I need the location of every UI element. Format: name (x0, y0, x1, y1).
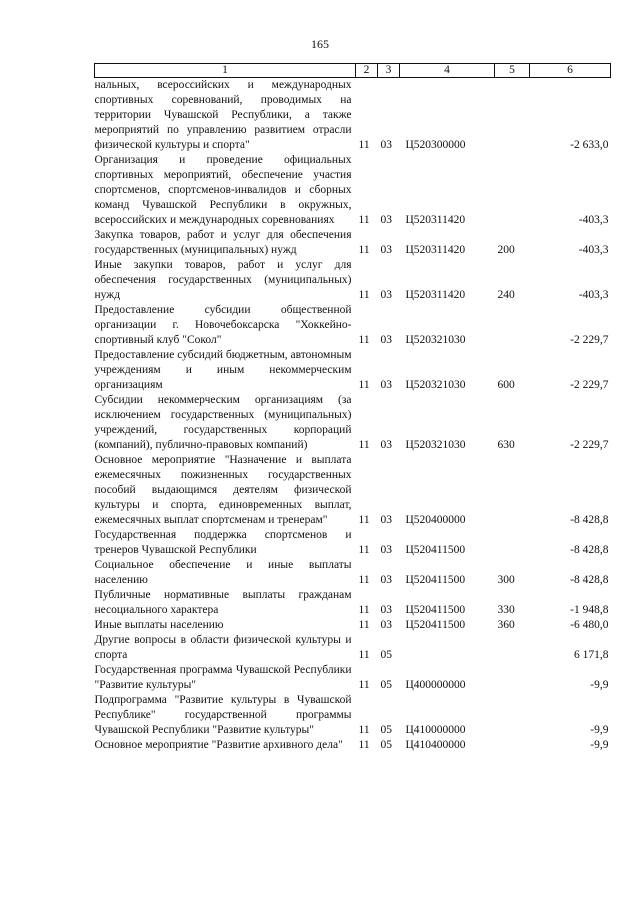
row-amount: -403,3 (578, 244, 609, 256)
row-name: Другие вопросы в области физической культуры и спорта (94, 634, 352, 661)
row-expense-type: 330 (497, 604, 515, 616)
table-row (95, 663, 611, 693)
row-target-code: Ц520321030 (405, 379, 466, 391)
table-row (95, 348, 611, 393)
table-header (95, 64, 611, 78)
row-expense-type (495, 738, 530, 753)
row-target-code: Ц520400000 (405, 514, 466, 526)
row-subsection: 03 (380, 139, 392, 151)
row-name: Предоставление субсидий бюджетным, автономным учреждениям и иным некоммерческим организациям (94, 349, 352, 391)
row-section: 11 (358, 289, 370, 301)
row-target-code: Ц400000000 (405, 679, 466, 691)
row-amount: 6 171,8 (574, 649, 609, 661)
row-section: 11 (358, 574, 370, 586)
row-section: 11 (358, 739, 370, 751)
row-target-code: Ц520311420 (405, 244, 466, 256)
row-name: Основное мероприятие "Назначение и выплата ежемесячных пожизненных государственных пособий выдающимся деятелям физической культуры и спорта, единовременных выплат, ежемесячных выплат спортсменам и тренерам" (94, 454, 352, 526)
row-amount: -1 948,8 (570, 604, 609, 616)
table-row (95, 228, 611, 258)
row-subsection: 03 (380, 379, 392, 391)
header-col-5: 5 (495, 64, 530, 78)
row-amount: -8 428,8 (570, 574, 609, 586)
row-target-code: Ц520321030 (405, 334, 466, 346)
row-subsection: 03 (380, 289, 392, 301)
row-amount: -9,9 (590, 739, 609, 751)
row-section: 11 (358, 139, 370, 151)
table-row (95, 693, 611, 738)
row-amount: -2 229,7 (570, 439, 609, 451)
row-section: 11 (358, 619, 370, 631)
row-section: 11 (358, 514, 370, 526)
row-target-code: Ц520300000 (405, 139, 466, 151)
row-amount: -403,3 (578, 214, 609, 226)
header-col-4: 4 (400, 64, 495, 78)
row-target-code: Ц410000000 (405, 724, 466, 736)
table-row (95, 303, 611, 348)
row-expense-type (495, 303, 530, 348)
row-name: Публичные нормативные выплаты гражданам несоциального характера (94, 589, 352, 616)
row-section: 11 (358, 244, 370, 256)
row-expense-type: 600 (497, 379, 515, 391)
table-body (95, 78, 611, 754)
row-subsection: 03 (380, 604, 392, 616)
row-target-code: Ц520321030 (405, 439, 466, 451)
row-amount: -2 229,7 (570, 334, 609, 346)
table-row (95, 153, 611, 228)
row-name: Иные закупки товаров, работ и услуг для обеспечения государственных (муниципальных) нужд (94, 259, 352, 301)
row-expense-type (495, 528, 530, 558)
row-amount: -9,9 (590, 724, 609, 736)
row-name: Иные выплаты населению (94, 619, 224, 631)
row-section: 11 (358, 724, 370, 736)
row-name: Закупка товаров, работ и услуг для обеспечения государственных (муниципальных) нужд (94, 229, 352, 256)
table-row (95, 528, 611, 558)
row-target-code: Ц520411500 (405, 544, 466, 556)
table-row (95, 393, 611, 453)
row-name: Субсидии некоммерческим организациям (за исключением государственных (муниципальных) учреждений, государственных корпораций (компаний), публично-правовых компаний) (94, 394, 352, 451)
row-expense-type (495, 453, 530, 528)
row-subsection: 05 (380, 739, 392, 751)
row-name: Государственная поддержка спортсменов и тренеров Чувашской Республики (94, 529, 352, 556)
row-section: 11 (358, 679, 370, 691)
row-expense-type (495, 693, 530, 738)
row-name: Предоставление субсидии общественной организации г. Новочебоксарска "Хоккейно-спортивный клуб "Сокол" (94, 304, 352, 346)
table-row (95, 453, 611, 528)
table-row (95, 588, 611, 618)
row-name: Основное мероприятие "Развитие архивного дела" (94, 739, 343, 751)
row-amount: -6 480,0 (570, 619, 609, 631)
row-expense-type: 240 (497, 289, 515, 301)
row-section: 11 (358, 214, 370, 226)
table-row (95, 633, 611, 663)
row-amount: -9,9 (590, 679, 609, 691)
row-subsection: 03 (380, 334, 392, 346)
row-expense-type (495, 78, 530, 154)
row-subsection: 03 (380, 439, 392, 451)
table-row (95, 738, 611, 753)
row-name: Социальное обеспечение и иные выплаты населению (94, 559, 352, 586)
row-expense-type (495, 153, 530, 228)
page-number: 165 (311, 37, 329, 51)
row-target-code (400, 633, 495, 663)
row-expense-type: 300 (497, 574, 515, 586)
header-col-1: 1 (95, 64, 356, 78)
row-amount: -8 428,8 (570, 544, 609, 556)
header-col-2: 2 (356, 64, 378, 78)
row-amount: -2 633,0 (570, 139, 609, 151)
row-section: 11 (358, 604, 370, 616)
row-expense-type (495, 663, 530, 693)
row-subsection: 05 (380, 679, 392, 691)
row-expense-type: 200 (497, 244, 515, 256)
row-subsection: 03 (380, 619, 392, 631)
row-name: Подпрограмма "Развитие культуры в Чувашской Республике" государственной программы Чувашской Республики "Развитие культуры" (94, 694, 352, 736)
budget-table (94, 63, 611, 753)
table-row (95, 618, 611, 633)
header-col-3: 3 (378, 64, 400, 78)
row-target-code: Ц520411500 (405, 574, 466, 586)
row-subsection: 03 (380, 574, 392, 586)
row-amount: -2 229,7 (570, 379, 609, 391)
row-subsection: 05 (380, 724, 392, 736)
row-target-code: Ц520411500 (405, 604, 466, 616)
row-target-code: Ц520411500 (405, 619, 466, 631)
row-amount: -403,3 (578, 289, 609, 301)
row-subsection: 03 (380, 544, 392, 556)
row-name: Государственная программа Чувашской Республики "Развитие культуры" (94, 664, 352, 691)
row-section: 11 (358, 439, 370, 451)
row-section: 11 (358, 334, 370, 346)
row-section: 11 (358, 379, 370, 391)
table-row (95, 558, 611, 588)
row-target-code: Ц520311420 (405, 214, 466, 226)
row-expense-type: 360 (497, 619, 515, 631)
row-section: 11 (358, 544, 370, 556)
row-subsection: 03 (380, 244, 392, 256)
row-amount: -8 428,8 (570, 514, 609, 526)
row-subsection: 03 (380, 514, 392, 526)
row-target-code: Ц410400000 (405, 739, 466, 751)
row-name: нальных, всероссийских и международных спортивных соревнований, проводимых на территории Чувашской Республики, а также мероприятий по управлению развитием отрасли физической культуры и спорта" (94, 79, 352, 151)
row-subsection: 03 (380, 214, 392, 226)
table-row (95, 78, 611, 154)
row-section: 11 (358, 649, 370, 661)
table-row (95, 258, 611, 303)
header-col-6: 6 (530, 64, 611, 78)
row-subsection: 05 (380, 649, 392, 661)
header-row (95, 64, 611, 78)
row-expense-type: 630 (497, 439, 515, 451)
row-target-code: Ц520311420 (405, 289, 466, 301)
row-name: Организация и проведение официальных спортивных мероприятий, обеспечение участия спортсменов, спортсменов-инвалидов и сборных команд Чувашской Республики в окружных, всероссийских и международных соревнованиях (94, 154, 352, 226)
row-expense-type (495, 633, 530, 663)
